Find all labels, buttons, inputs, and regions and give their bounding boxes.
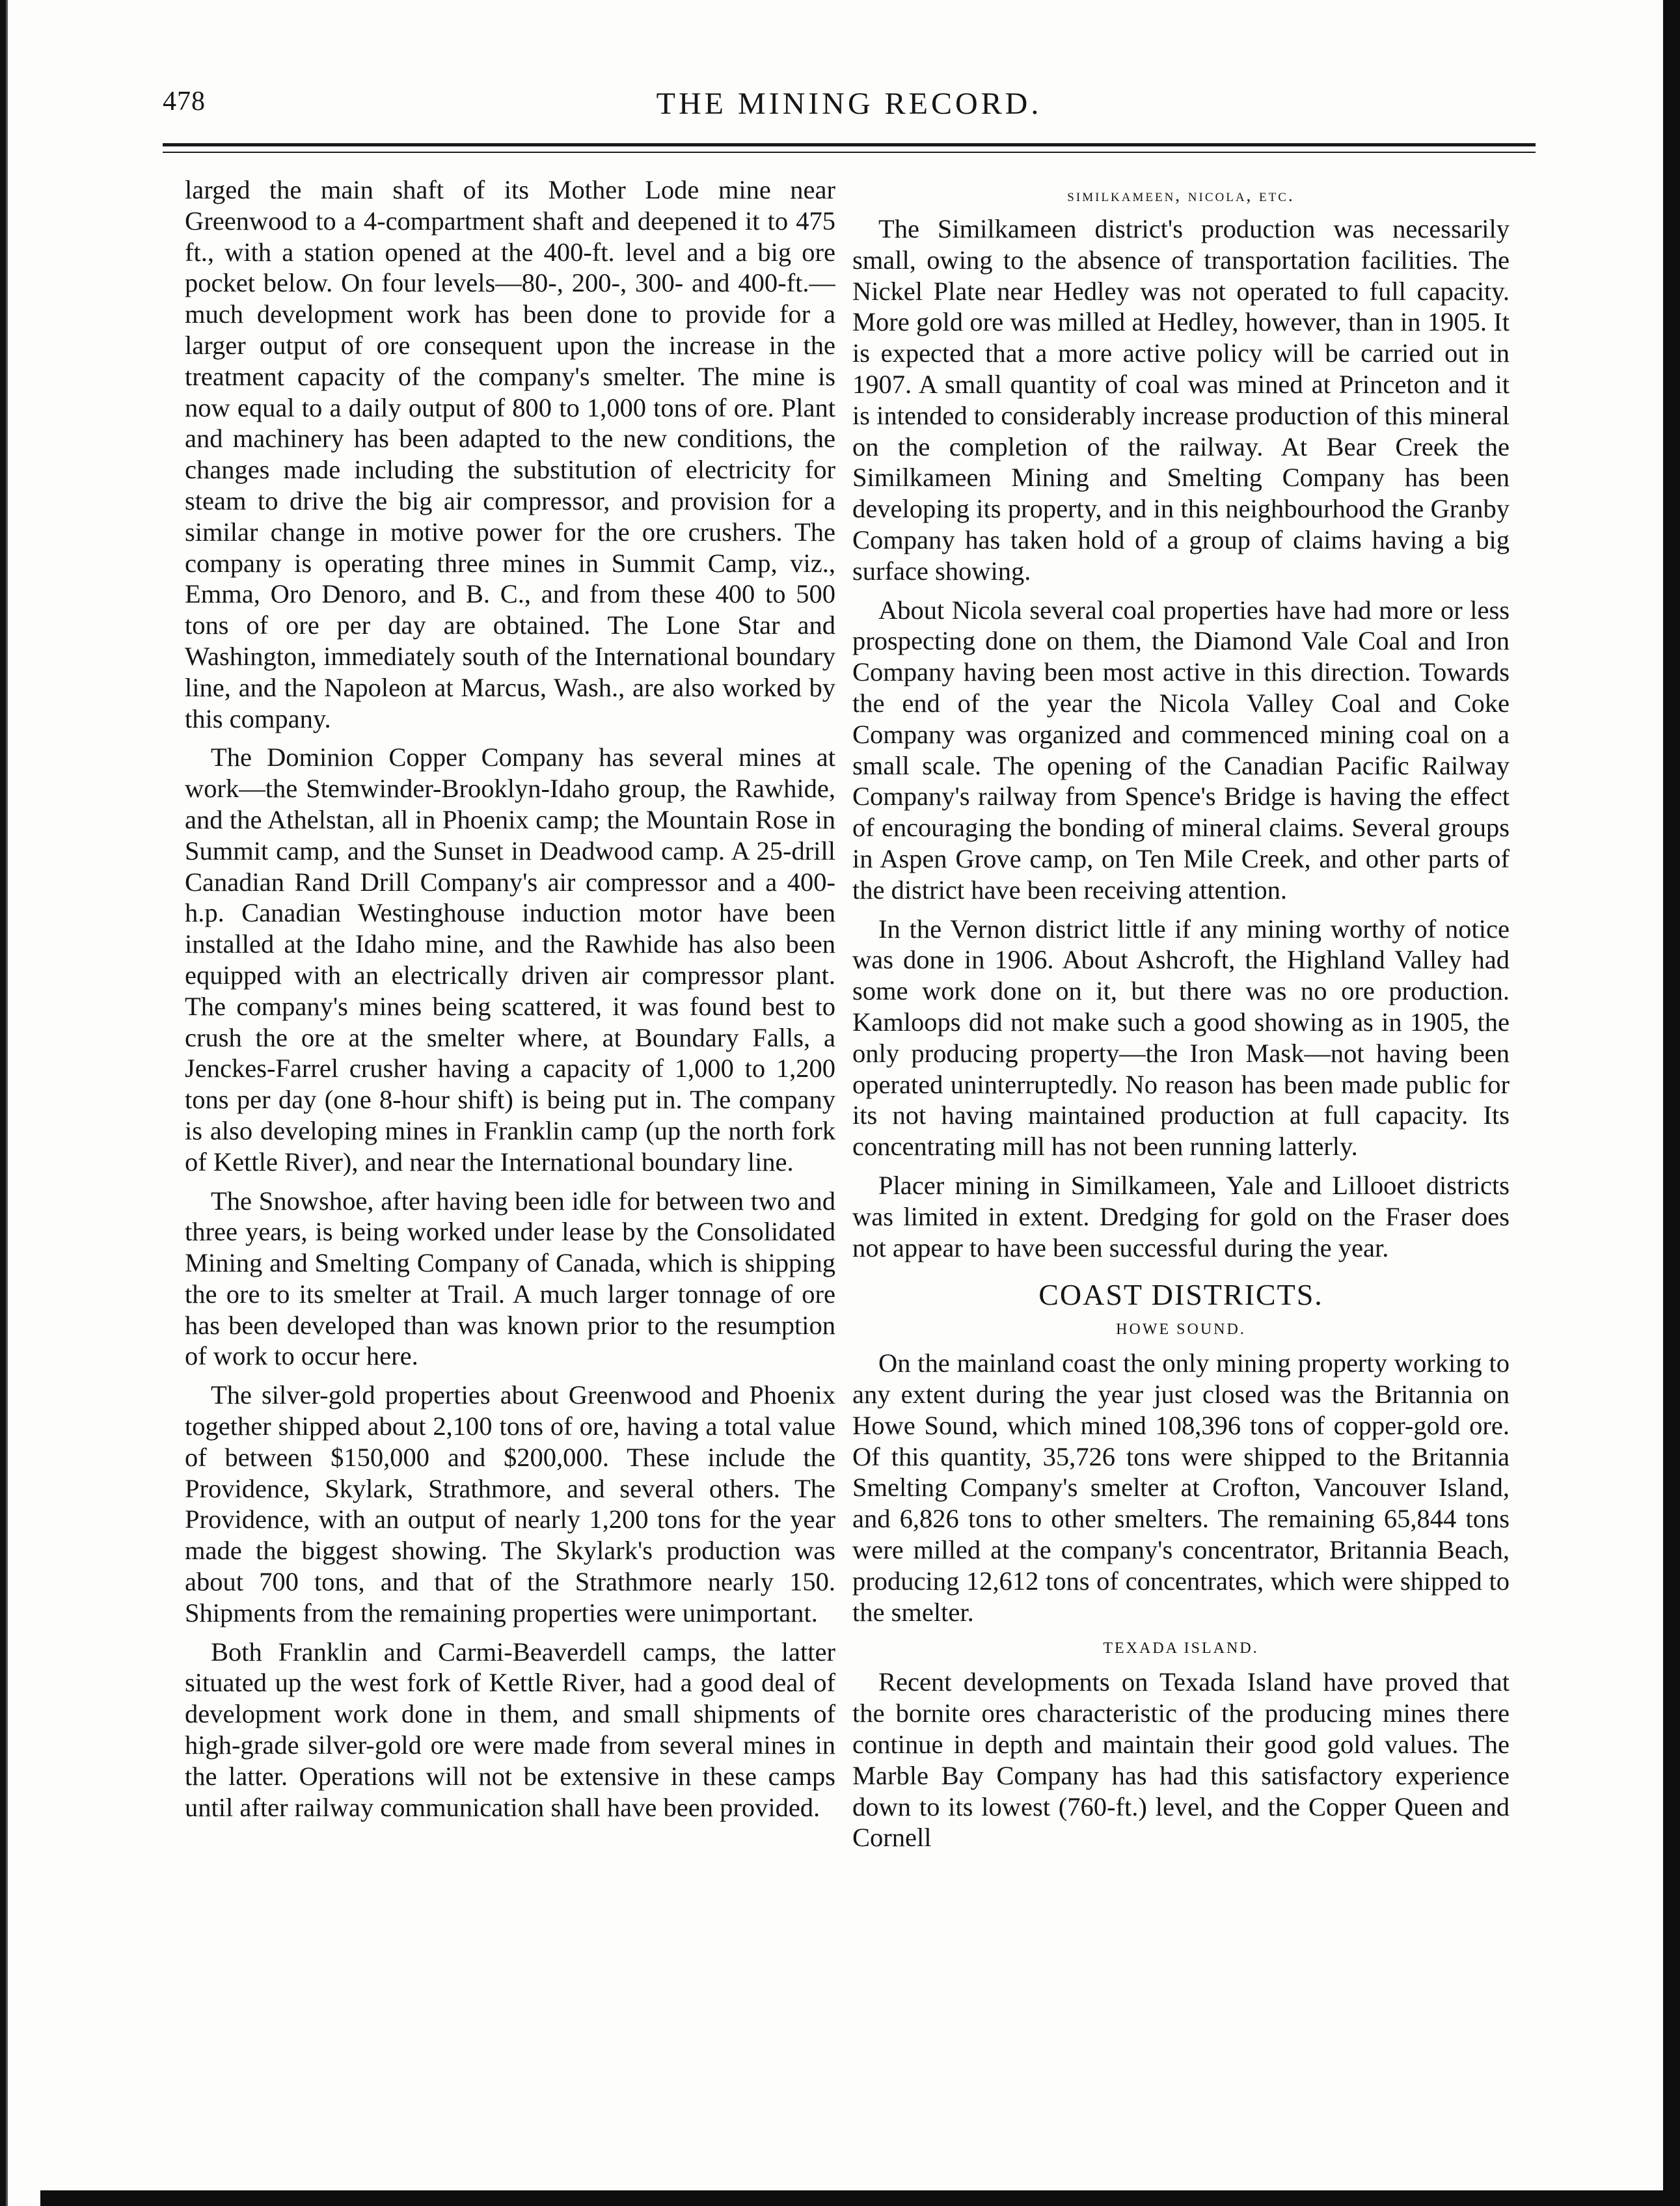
paragraph: Placer mining in Similkameen, Yale and Lillooet districts was limited in extent. Dredging for gold on the Fraser does not appear to have been successful during the year. xyxy=(852,1170,1510,1262)
left-column xyxy=(185,174,835,2146)
header-rule xyxy=(163,143,1536,146)
paragraph: In the Vernon district little if any mining worthy of notice was done in 1906. About Ashcroft, the Highland Valley had some work done on it, but there was no ore production. Kamloops did not make such a good showing as in 1905, the only producing property—the Iron Mask—not having been operated uninterruptedly. No reason has been made public for its not having maintained production at full capacity. Its concentrating mill has not been running latterly. xyxy=(852,914,1510,1162)
section-heading-similkameen: similkameen, nicola, etc. xyxy=(1067,185,1295,205)
paragraph: The Dominion Copper Company has several mines at work—the Stemwinder-Brooklyn-Idaho group, the Rawhide, and the Athelstan, all in Phoenix camp; the Mountain Rose in Summit camp, and the Sunset in Deadwood camp. A 25-drill Canadian Rand Drill Company's air compressor and a 400-h.p. Canadian Westinghouse induction motor have been installed at the Idaho mine, and the Rawhide has also been equipped with an electrically driven air compressor plant. The company's mines being scattered, it was found best to crush the ore at the smelter where, at Boundary Falls, a Jenckes-Farrel crusher having a capacity of 1,000 to 1,200 tons per day (one 8-hour shift) is being put in. The company is also developing mines in Franklin camp (up the north fork of Kettle River), and near the International boundary line. xyxy=(185,742,835,1177)
paragraph: About Nicola several coal properties have had more or less prospecting done on them, the Diamond Vale Coal and Iron Company having been most active in this direction. Towards the end of the year the Nicola Valley Coal and Coke Company was organized and commenced mining coal on a small scale. The opening of the Canadian Pacific Railway Company's railway from Spence's Bridge is having the effect of encouraging the bonding of mineral claims. Several groups in Aspen Grove camp, on Ten Mile Creek, and other parts of the district have been receiving attention. xyxy=(852,595,1510,905)
binding-edge-shadow xyxy=(0,0,10,2206)
paragraph: Recent developments on Texada Island have proved that the bornite ores characteristic of the producing mines there continue in depth and maintain their good gold values. The Marble Bay Company has had this satisfactory experience down to its lowest (760-ft.) level, and the Copper Queen and Cornell xyxy=(852,1667,1510,1853)
paragraph: The silver-gold properties about Greenwood and Phoenix together shipped about 2,100 tons of ore, having a total value of between $150,000 and $200,000. These include the Providence, Skylark, Strathmore, and several others. The Providence, with an output of nearly 1,200 tons for the year made the biggest showing. The Skylark's production was about 700 tons, and that of the Strathmore nearly 150. Shipments from the remaining properties were unimportant. xyxy=(185,1380,835,1627)
header-rule-thin xyxy=(163,152,1536,153)
page-header xyxy=(163,86,1536,131)
right-column xyxy=(852,182,1510,2154)
section-heading-texada-island: TEXADA ISLAND. xyxy=(1103,1640,1259,1657)
running-title: THE MINING RECORD. xyxy=(656,87,1042,121)
section-heading-howe-sound: HOWE SOUND. xyxy=(1116,1321,1246,1339)
paragraph: Both Franklin and Carmi-Beaverdell camps, the latter situated up the west fork of Kettle River, had a good deal of development work done in them, and small shipments of high-grade silver-gold ore were made from several mines in the latter. Operations will not be extensive in these camps until after railway communication shall have been provided. xyxy=(185,1637,835,1822)
section-heading-coast-districts: COAST DISTRICTS. xyxy=(1038,1278,1323,1312)
paragraph: On the mainland coast the only mining property working to any extent during the year just closed was the Britannia on Howe Sound, which mined 108,396 tons of copper-gold ore. Of this quantity, 35,726 tons were shipped to the Britannia Smelting Company's smelter at Crofton, Vancouver Island, and 6,826 tons to other smelters. The remaining 65,844 tons were milled at the company's concentrator, Britannia Beach, producing 12,612 tons of concentrates, which were shipped to the smelter. xyxy=(852,1348,1510,1627)
paragraph: The Similkameen district's production was necessarily small, owing to the absence of transportation facilities. The Nickel Plate near Hedley was not operated to full capacity. More gold ore was milled at Hedley, however, than in 1905. It is expected that a more active policy will be carried out in 1907. A small quantity of coal was mined at Princeton and it is intended to considerably increase production of this mineral on the completion of the railway. At Bear Creek the Similkameen Mining and Smelting Company has been developing its property, and in this neighbourhood the Granby Company has taken hold of a group of claims having a big surface showing. xyxy=(852,214,1510,586)
right-page-edge xyxy=(1663,0,1680,2206)
paragraph: larged the main shaft of its Mother Lode mine near Greenwood to a 4-compartment shaft and deepened it to 475 ft., with a station opened at the 400-ft. level and a big ore pocket below. On four levels—80-, 200-, 300- and 400-ft.—much development work has been done to provide for a larger output of ore consequent upon the increase in the treatment capacity of the company's smelter. The mine is now equal to a daily output of 800 to 1,000 tons of ore. Plant and machinery has been adapted to the new conditions, the changes made including the substitution of electricity for steam to drive the big air compressor, and provision for a similar change in motive power for the ore crushers. The company is operating three mines in Summit Camp, viz., Emma, Oro Denoro, and B. C., and from these 400 to 500 tons of ore per day are obtained. The Lone Star and Washington, immediately south of the International boundary line, and the Napoleon at Marcus, Wash., are also worked by this company. xyxy=(185,175,835,733)
bottom-scan-bar xyxy=(40,2190,1664,2206)
paragraph: The Snowshoe, after having been idle for between two and three years, is being worked under lease by the Consolidated Mining and Smelting Company of Canada, which is shipping the ore to its smelter at Trail. A much larger tonnage of ore has been developed than was known prior to the resumption of work to occur here. xyxy=(185,1186,835,1371)
page-number: 478 xyxy=(163,87,206,116)
